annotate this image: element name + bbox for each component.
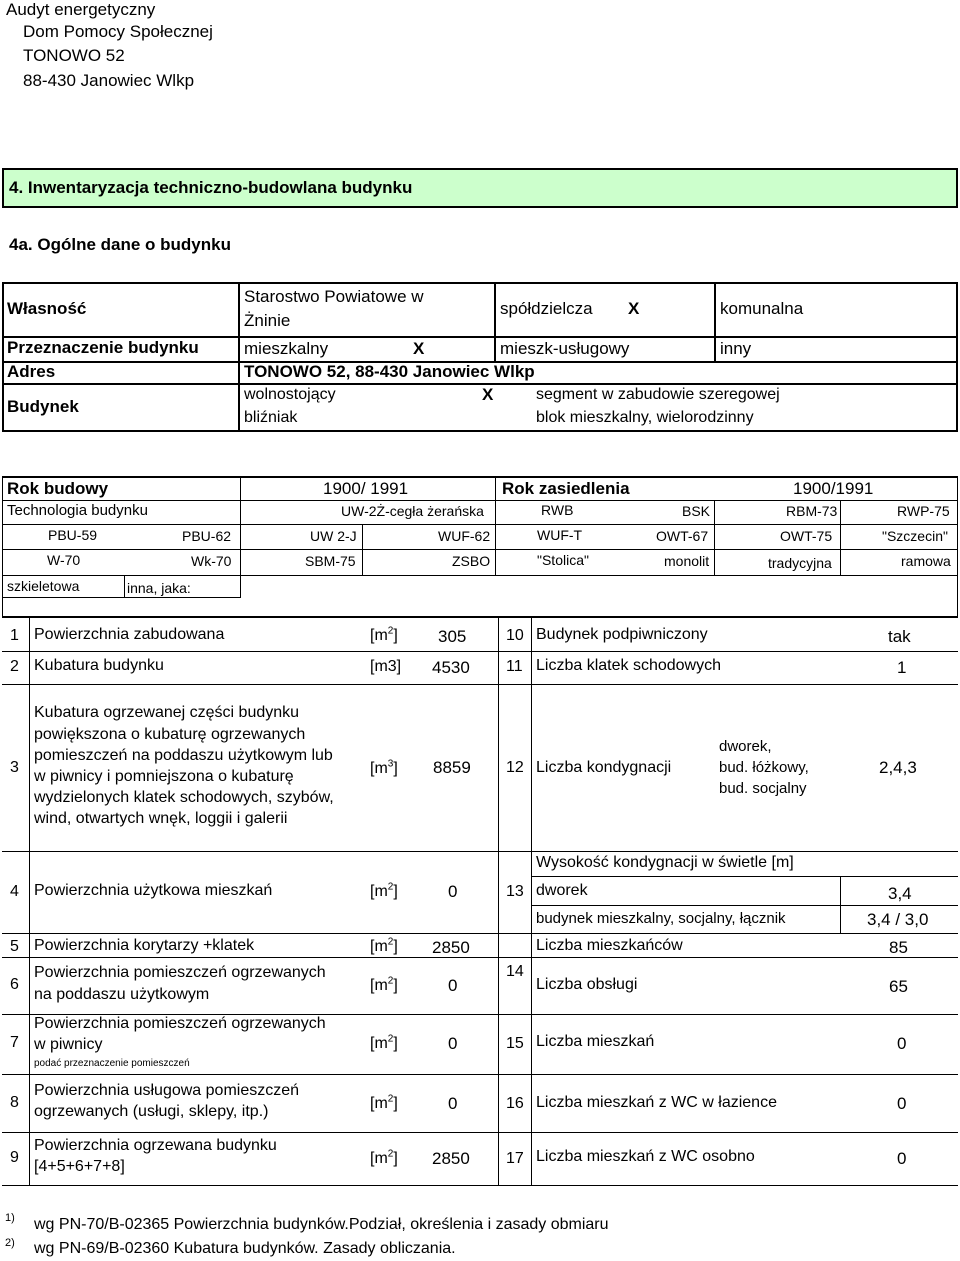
grid-line (2, 1074, 958, 1075)
tech-option: OWT-75 (780, 528, 833, 544)
terraced-label: segment w zabudowie szeregowej (536, 386, 780, 403)
row-label: Liczba mieszkań z WC osobno (536, 1148, 755, 1165)
grid-line (2, 524, 958, 525)
row-value: 0 (897, 1034, 907, 1053)
grid-line (2, 933, 958, 934)
owner-line1: Starostwo Powiatowe w (244, 287, 424, 306)
grid-line (2, 500, 958, 501)
tech-option: UW 2-J (310, 528, 357, 544)
row-label: Budynek podpiwniczony (536, 626, 708, 643)
row-value: 0 (448, 882, 458, 901)
grid-line (2, 282, 4, 432)
coop-mark: X (628, 299, 640, 318)
tech-option: PBU-62 (182, 528, 232, 544)
row-desc: bud. łóżkowy, (719, 759, 809, 776)
tech-option: Wk-70 (191, 553, 232, 569)
row-label: Kubatura budynku (34, 657, 164, 674)
address-value: TONOWO 52, 88-430 Janowiec Wlkp (244, 362, 535, 381)
row-label: w piwnicy (34, 1036, 103, 1053)
row-label: wydzielonych klatek schodowych, szybów, (34, 789, 334, 806)
grid-line (362, 524, 363, 576)
grid-line (2, 957, 958, 958)
grid-line (2, 598, 3, 618)
grid-line (2, 597, 241, 598)
row-value: 2850 (432, 1149, 470, 1168)
row-note: podać przeznaczenie pomieszczeń (34, 1058, 190, 1069)
row-value: 3,4 / 3,0 (867, 910, 929, 929)
row-label: na poddaszu użytkowym (34, 986, 210, 1003)
row-label: Powierzchnia użytkowa mieszkań (34, 882, 273, 899)
occupied-value: 1900/1991 (793, 479, 874, 498)
purpose-label: Przeznaczenie budynku (7, 338, 199, 357)
grid-line (2, 684, 958, 685)
row-label: powiększona o kubaturę ogrzewanych (34, 726, 306, 743)
row-number: 9 (10, 1149, 19, 1166)
grid-line (2, 476, 3, 598)
row-value: 4530 (432, 658, 470, 677)
occupied-label: Rok zasiedlenia (502, 479, 630, 498)
row-label: ogrzewanych (usługi, sklepy, itp.) (34, 1103, 269, 1120)
ownership-label: Własność (7, 299, 87, 318)
tech-option: W-70 (47, 552, 81, 568)
tech-option: RWP-75 (897, 503, 950, 519)
section-subtitle: 4a. Ogólne dane o budynku (9, 235, 231, 254)
grid-line (495, 476, 496, 576)
semi-label: bliźniak (244, 409, 298, 426)
row-value: 1 (897, 658, 907, 677)
municipal-label: komunalna (720, 299, 804, 318)
tech-option: BSK (682, 503, 711, 519)
row-value: 3,4 (888, 884, 912, 903)
row-number: 7 (10, 1034, 19, 1051)
row-label: Liczba mieszkań z WC w łazience (536, 1094, 777, 1111)
grid-line (714, 500, 715, 576)
tech-option: szkieletowa (7, 578, 80, 594)
row-number: 1 (10, 627, 19, 644)
grid-line (956, 282, 958, 432)
row-label: budynek mieszkalny, socjalny, łącznik (536, 910, 786, 927)
row-number: 8 (10, 1094, 19, 1111)
grid-line (498, 616, 499, 1186)
row-unit: $[m^2]$ (370, 1093, 398, 1112)
tech-option: UW-2Ż-cegła żerańska (341, 503, 484, 519)
row-unit: $[m^2]$ (370, 936, 398, 955)
row-label: Powierzchnia zabudowana (34, 626, 225, 643)
row-label: Kubatura ogrzewanej części budynku (34, 704, 300, 721)
row-number: 10 (506, 627, 524, 644)
grid-line (840, 500, 841, 576)
row-label: Powierzchnia ogrzewana budynku (34, 1137, 277, 1154)
grid-line (494, 282, 496, 362)
row-label: Liczba obsługi (536, 976, 638, 993)
row-number: 17 (506, 1150, 524, 1167)
tech-option: RWB (541, 502, 574, 518)
block-label: blok mieszkalny, wielorodzinny (536, 409, 754, 426)
header-line4: 88-430 Janowiec Wlkp (23, 71, 195, 90)
row-label: dworek (536, 882, 588, 899)
detached-mark: X (482, 385, 494, 404)
grid-line (531, 616, 532, 1186)
row-label: wind, otwartych wnęk, loggii i galerii (34, 810, 288, 827)
grid-line (2, 651, 958, 652)
row-number: 14 (506, 963, 524, 980)
row-label: Powierzchnia korytarzy +klatek (34, 937, 255, 954)
height-heading: Wysokość kondygnacji w świetle [m] (536, 854, 794, 871)
tech-option: "Stolica" (537, 552, 589, 568)
row-value: 2,4,3 (879, 758, 917, 777)
row-value: 2850 (432, 938, 470, 957)
grid-line (240, 476, 241, 598)
grid-line (29, 616, 30, 1186)
row-value: tak (888, 627, 911, 646)
built-label: Rok budowy (7, 479, 109, 498)
grid-line (2, 616, 958, 618)
row-value: 0 (448, 976, 458, 995)
tech-option: PBU-59 (48, 527, 98, 543)
row-unit: $[m^3]$ (370, 758, 398, 777)
row-number: 15 (506, 1035, 524, 1052)
grid-line (2, 575, 958, 576)
detached-label: wolnostojący (244, 386, 336, 403)
tech-option: ZSBO (452, 553, 491, 569)
tech-option: OWT-67 (656, 528, 709, 544)
row-label: w piwnicy i pomniejszona o kubaturę (34, 768, 294, 785)
row-label: Liczba mieszkań (536, 1033, 655, 1050)
row-value: 0 (448, 1034, 458, 1053)
grid-line (2, 282, 958, 284)
row-label: [4+5+6+7+8] (34, 1158, 125, 1175)
grid-line (840, 876, 841, 934)
tech-option: SBM-75 (305, 553, 356, 569)
row-label: Liczba klatek schodowych (536, 657, 721, 674)
grid-line (714, 282, 716, 362)
row-desc: dworek, (719, 738, 772, 755)
grid-line (2, 549, 958, 550)
owner-line2: Żninie (244, 311, 291, 330)
row-label: Liczba kondygnacji (536, 759, 672, 776)
other-label: inny (720, 339, 752, 358)
tech-option: monolit (664, 553, 710, 569)
row-unit: $[m^2]$ (370, 1148, 398, 1167)
tech-option: inna, jaka: (127, 580, 191, 596)
header-line2: Dom Pomocy Społecznej (23, 22, 213, 41)
footnote-text: wg PN-69/B-02360 Kubatura budynków. Zasady obliczania. (34, 1240, 456, 1257)
tech-option: WUF-T (537, 527, 583, 543)
row-number: 2 (10, 658, 19, 675)
row-desc: bud. socjalny (719, 780, 807, 797)
row-number: 12 (506, 759, 524, 776)
row-label: Powierzchnia pomieszczeń ogrzewanych (34, 1015, 326, 1032)
header-line1: Audyt energetyczny (6, 0, 156, 19)
grid-line (2, 383, 958, 385)
footnote-mark: 1) (5, 1212, 15, 1224)
grid-line (2, 1132, 958, 1133)
grid-line (2, 851, 958, 852)
header-line3: TONOWO 52 (23, 46, 125, 65)
building-label: Budynek (7, 397, 79, 416)
row-number: 3 (10, 759, 19, 776)
section-title: 4. Inwentaryzacja techniczno-budowlana budynku (9, 178, 413, 197)
residential-label: mieszkalny (244, 339, 329, 358)
row-label: pomieszczeń na poddaszu użytkowym lub (34, 747, 333, 764)
grid-line (124, 575, 125, 598)
tech-option: WUF-62 (438, 528, 491, 544)
footnote-mark: 2) (5, 1237, 15, 1249)
row-unit: $[m^2]$ (370, 975, 398, 994)
row-value: 8859 (433, 758, 471, 777)
grid-line (2, 476, 958, 478)
row-label: Powierzchnia usługowa pomieszczeń (34, 1082, 300, 1099)
row-label: Powierzchnia pomieszczeń ogrzewanych (34, 964, 326, 981)
tech-option: tradycyjna (768, 555, 832, 571)
grid-line (2, 1185, 958, 1186)
grid-line (957, 476, 958, 616)
row-number: 6 (10, 976, 19, 993)
technology-label: Technologia budynku (7, 502, 148, 519)
address-label: Adres (7, 362, 56, 381)
coop-label: spółdzielcza (500, 299, 593, 318)
built-value: 1900/ 1991 (323, 479, 409, 498)
row-value: 305 (438, 627, 467, 646)
row-value: 0 (897, 1149, 907, 1168)
row-number: 16 (506, 1095, 524, 1112)
grid-line (531, 876, 958, 877)
footnote-text: wg PN-70/B-02365 Powierzchnia budynków.Podział, określenia i zasady obmiaru (34, 1216, 609, 1233)
tech-option: ramowa (901, 553, 951, 569)
row-unit: $[m^2]$ (370, 881, 398, 900)
row-unit: $[m^2]$ (370, 1033, 398, 1052)
row-unit: [m3] (370, 658, 402, 675)
grid-line (238, 282, 240, 432)
row-unit: $[m^2]$ (370, 625, 398, 644)
row-number: 4 (10, 883, 19, 900)
row-value: 65 (889, 977, 908, 996)
tech-option: "Szczecin" (882, 528, 948, 544)
row-value: 0 (448, 1094, 458, 1113)
grid-line (2, 430, 958, 432)
row-number: 5 (10, 938, 19, 955)
grid-line (531, 905, 958, 906)
mixed-label: mieszk-usługowy (500, 339, 630, 358)
row-value: 0 (897, 1094, 907, 1113)
row-value: 85 (889, 938, 908, 957)
row-number: 13 (506, 883, 524, 900)
row-number: 11 (506, 658, 523, 675)
residential-mark: X (413, 339, 425, 358)
tech-option: RBM-73 (786, 503, 838, 519)
row-label: Liczba mieszkańców (536, 937, 683, 954)
